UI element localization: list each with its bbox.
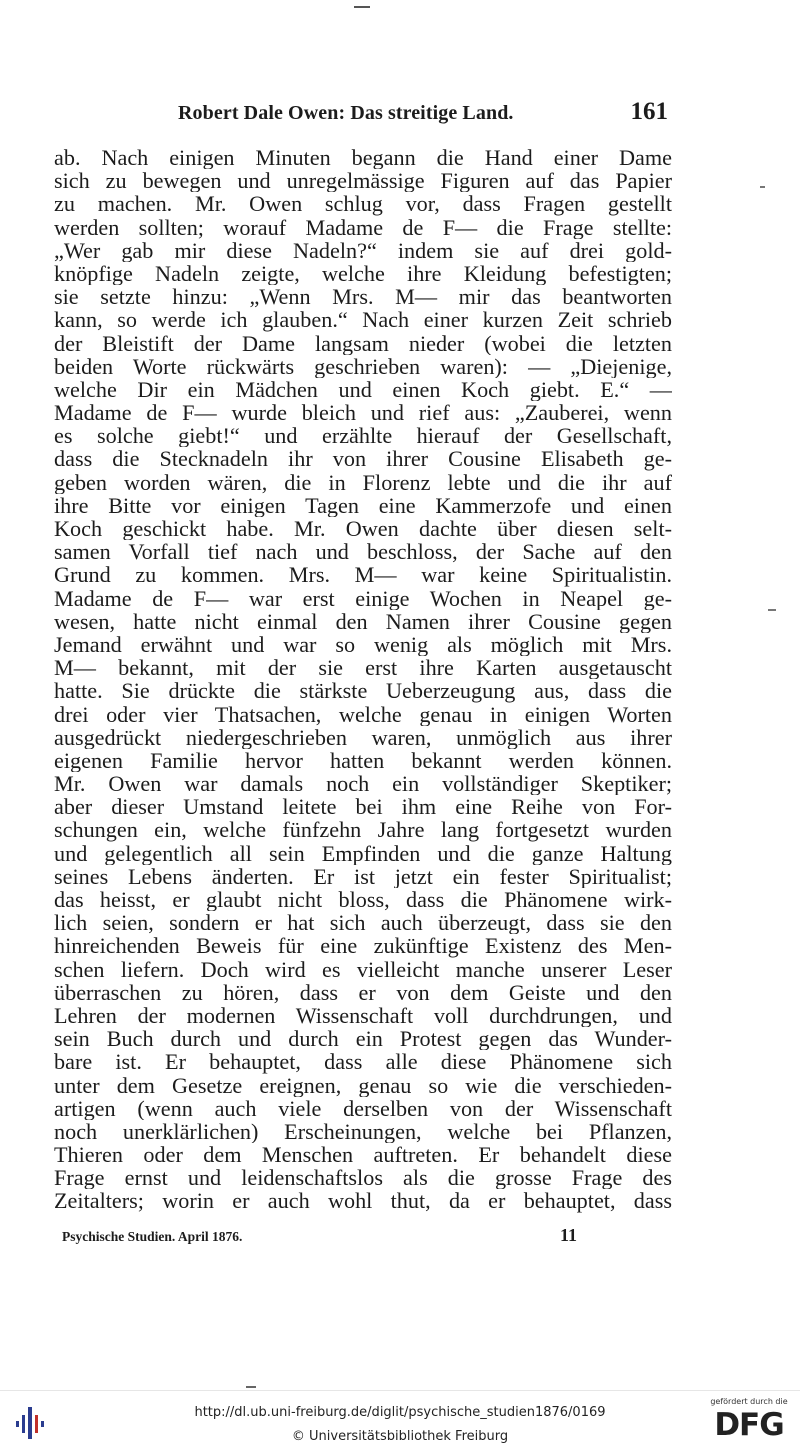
text-line: Frage ernst und leidenschaftslos als die grosse Frage des <box>54 1166 672 1190</box>
text-line: das heisst, er glaubt nicht bloss, dass die Phänomene wirk- <box>54 888 672 912</box>
text-line: sich zu bewegen und unregelmässige Figuren auf das Papier <box>54 169 672 193</box>
text-line: Zeitalters; worin er auch wohl thut, da er behauptet, dass <box>54 1189 672 1213</box>
scan-mark <box>354 6 370 8</box>
text-line: seines Lebens änderten. Er ist jetzt ein fester Spiritualist; <box>54 864 672 888</box>
text-line: Thieren oder dem Menschen auftreten. Er behandelt diese <box>54 1143 672 1167</box>
sheet-signature: 11 <box>560 1225 578 1245</box>
text-line: ausgedrückt niedergeschrieben waren, unmöglich aus ihrer <box>54 725 672 749</box>
text-line: samen Vorfall tief nach und beschloss, der Sache auf den <box>54 540 672 564</box>
page-header <box>52 98 672 128</box>
text-line: Koch geschickt habe. Mr. Owen dachte über diesen selt- <box>54 517 672 541</box>
page-footer <box>62 1225 592 1249</box>
running-head: Robert Dale Owen: Das streitige Land. <box>178 102 514 124</box>
text-line: Mr. Owen war damals noch ein vollständiger Skeptiker; <box>54 772 672 796</box>
text-line: artigen (wenn auch viele derselben von der Wissenschaft <box>54 1096 672 1120</box>
text-line: es solche giebt!“ und erzählte hierauf der Gesellschaft, <box>54 424 672 448</box>
permalink-url[interactable]: http://dl.ub.uni-freiburg.de/diglit/psychische_studien1876/0169 <box>194 1405 606 1420</box>
text-line: sie setzte hinzu: „Wenn Mrs. M— mir das beantworten <box>54 285 672 309</box>
text-line: hatte. Sie drückte die stärkste Ueberzeugung aus, dass die <box>54 679 672 703</box>
text-line: Madame de F— wurde bleich und rief aus: „Zauberei, wenn <box>54 401 672 425</box>
text-line: Jemand erwähnt und war so wenig als möglich mit Mrs. <box>54 632 672 657</box>
margin-mark <box>768 609 776 611</box>
dfg-caption: gefördert durch die <box>710 1397 788 1406</box>
text-line: dass die Stecknadeln ihr von ihrer Cousine Elisabeth ge- <box>54 447 672 471</box>
page-number: 161 <box>630 98 668 125</box>
text-line: sein Buch durch und durch ein Protest gegen das Wunder- <box>54 1027 672 1051</box>
text-line: noch unerklärlichen) Erscheinungen, welche bei Pflanzen, <box>54 1119 672 1144</box>
text-line: und gelegentlich all sein Empfinden und die ganze Haltung <box>54 841 672 865</box>
text-line: M— bekannt, mit der sie erst ihre Karten ausgetauscht <box>54 656 672 680</box>
text-line: drei oder vier Thatsachen, welche genau in einigen Worten <box>54 702 672 726</box>
body-text <box>54 146 672 1213</box>
text-line: bare ist. Er behauptet, dass alle diese Phänomene sich <box>54 1050 672 1074</box>
margin-mark <box>760 186 765 188</box>
text-line: unter dem Gesetze ereignen, genau so wie die verschieden- <box>54 1073 672 1097</box>
text-line: aber dieser Umstand leitete bei ihm eine Reihe von For- <box>54 795 672 819</box>
text-line: zu machen. Mr. Owen schlug vor, dass Fragen gestellt <box>54 192 672 216</box>
text-line: wesen, hatte nicht einmal den Namen ihrer Cousine gegen <box>54 609 672 633</box>
text-line: Lehren der modernen Wissenschaft voll durchdrungen, und <box>54 1003 672 1028</box>
journal-signature: Psychische Studien. April 1876. <box>62 1229 243 1244</box>
text-line: werden sollten; worauf Madame de F— die Frage stellte: <box>54 215 672 239</box>
text-line: eigenen Familie hervor hatten bekannt werden können. <box>54 748 672 773</box>
text-line: schungen ein, welche fünfzehn Jahre lang fortgesetzt wurden <box>54 818 672 842</box>
text-line: knöpfige Nadeln zeigte, welche ihre Kleidung befestigten; <box>54 261 672 286</box>
viewer-footer-bar <box>0 1390 800 1451</box>
text-line: ihre Bitte vor einigen Tagen eine Kammerzofe und einen <box>54 493 672 517</box>
dfg-logo-text: DFG <box>714 1407 784 1443</box>
text-line: überraschen zu hören, dass er von dem Geiste und den <box>54 980 672 1004</box>
text-line: hinreichenden Beweis für eine zukünftige Existenz des Men- <box>54 934 672 958</box>
text-line: ab. Nach einigen Minuten begann die Hand einer Dame <box>54 146 672 170</box>
text-line: schen liefern. Doch wird es vielleicht manche unserer Leser <box>54 957 672 981</box>
dfg-logo <box>706 1397 792 1447</box>
text-line: welche Dir ein Mädchen und einen Koch giebt. E.“ — <box>54 377 672 402</box>
text-line: Madame de F— war erst einige Wochen in Neapel ge- <box>54 586 672 610</box>
text-line: geben worden wären, die in Florenz lebte und die ihr auf <box>54 470 672 494</box>
text-line: Grund zu kommen. Mrs. M— war keine Spiritualistin. <box>54 563 672 587</box>
text-line: beiden Worte rückwärts geschrieben waren): — „Diejenige, <box>54 354 672 378</box>
text-line: kann, so werde ich glauben.“ Nach einer kurzen Zeit schrieb <box>54 308 672 332</box>
text-line: lich seien, sondern er hat sich auch überzeugt, dass sie den <box>54 911 672 935</box>
text-line: „Wer gab mir diese Nadeln?“ indem sie auf drei gold- <box>54 238 672 262</box>
copyright-notice: © Universitätsbibliothek Freiburg <box>291 1429 509 1444</box>
scan-mark <box>246 1386 256 1388</box>
text-line: der Bleistift der Dame langsam nieder (wobei die letzten <box>54 331 672 355</box>
